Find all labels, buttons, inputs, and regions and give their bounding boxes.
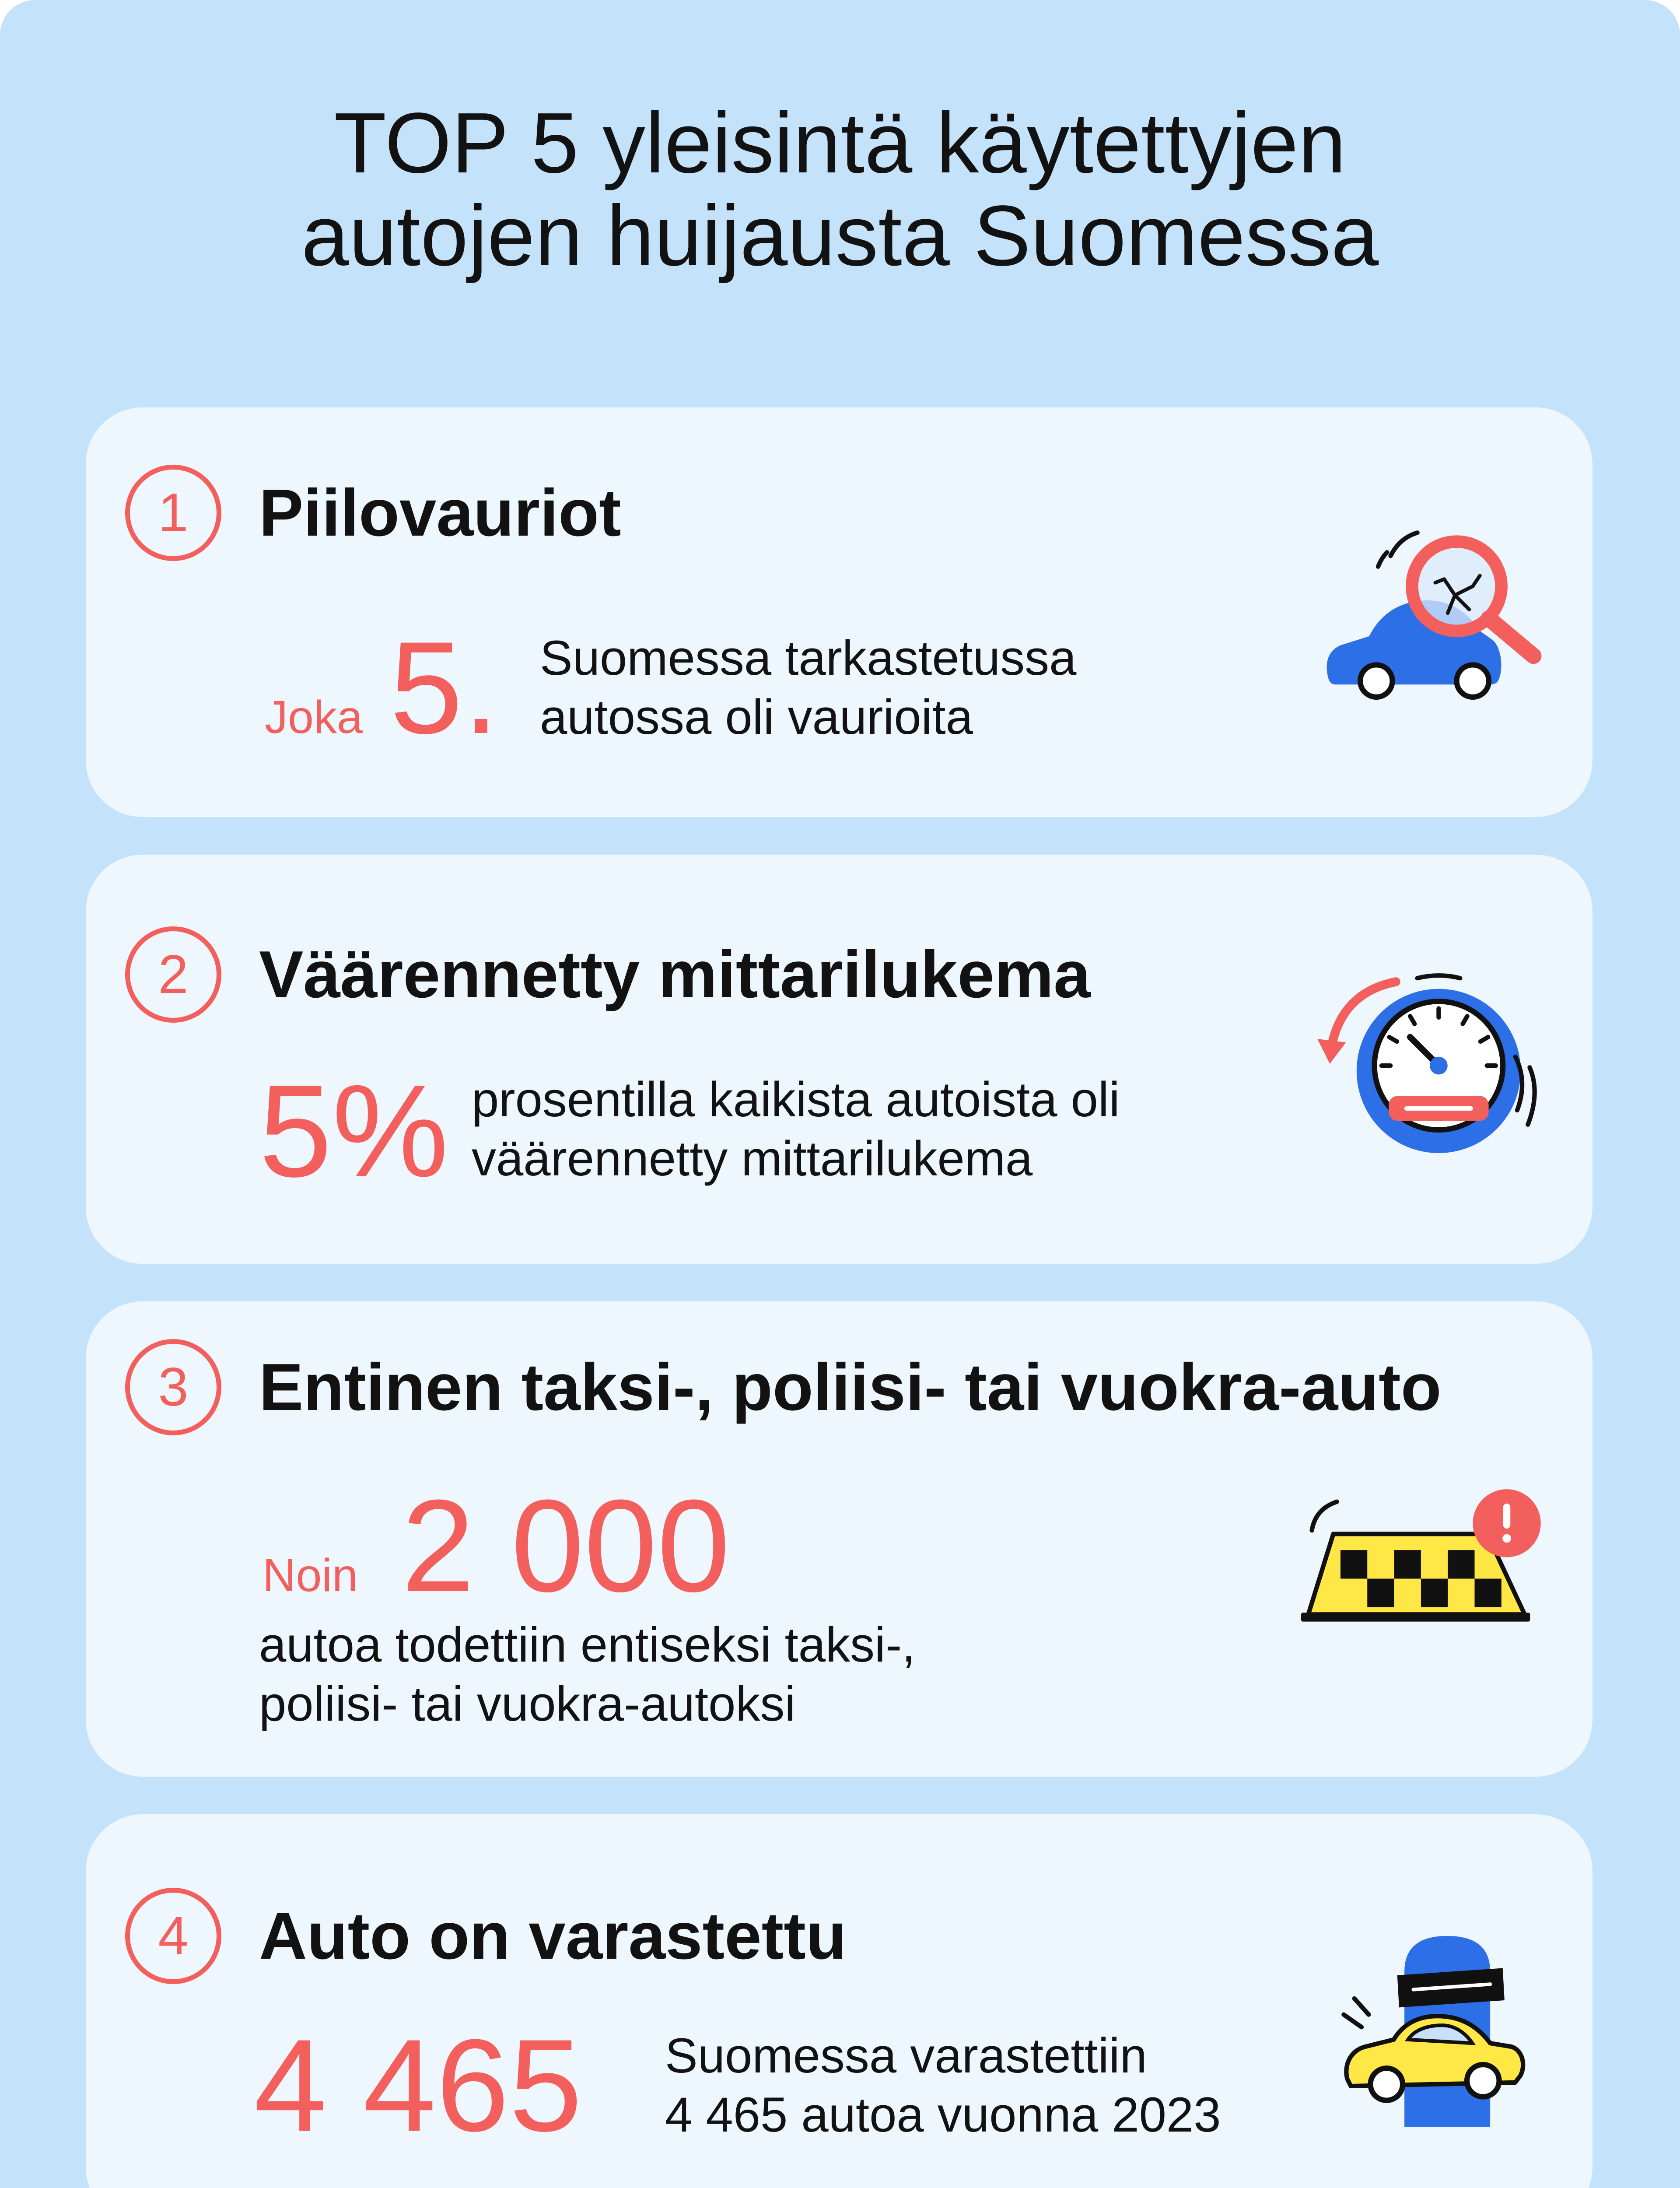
description-line: autossa oli vaurioita bbox=[540, 690, 973, 744]
page-title-line-2: autojen huijausta Suomessa bbox=[301, 188, 1379, 284]
fraud-card-hidden-damage bbox=[86, 407, 1592, 817]
stat-value: 5. bbox=[389, 614, 500, 761]
rank-badge: 2 bbox=[125, 926, 221, 1023]
rank-badge: 4 bbox=[125, 1888, 221, 1984]
page-title bbox=[0, 97, 1680, 282]
rank-badge: 3 bbox=[125, 1339, 221, 1435]
card-title: Piilovauriot bbox=[259, 476, 621, 550]
card-description bbox=[472, 1070, 1120, 1188]
taxi-sign-icon bbox=[1301, 1487, 1546, 1627]
page-title-line-1: TOP 5 yleisintä käytettyjen bbox=[334, 95, 1346, 191]
key-stat bbox=[259, 1057, 449, 1204]
speedometer-icon bbox=[1313, 971, 1546, 1153]
fraud-card-odometer bbox=[86, 855, 1592, 1264]
key-stat bbox=[265, 614, 500, 783]
stat-prefix: Noin bbox=[262, 1550, 358, 1601]
description-line: 4 465 autoa vuonna 2023 bbox=[665, 2087, 1221, 2142]
fraud-card-stolen bbox=[86, 1814, 1592, 2188]
description-line: väärennetty mittarilukema bbox=[472, 1131, 1033, 1186]
card-description bbox=[665, 2026, 1221, 2144]
stat-value: 4 465 bbox=[254, 2012, 582, 2159]
description-line: autoa todettiin entiseksi taksi-, bbox=[259, 1617, 916, 1672]
card-title: Auto on varastettu bbox=[259, 1899, 847, 1973]
card-title: Entinen taksi-, poliisi- tai vuokra-auto bbox=[259, 1350, 1442, 1424]
car-magnifier-icon bbox=[1323, 527, 1546, 701]
description-line: Suomessa tarkastetussa bbox=[540, 631, 1077, 685]
card-description bbox=[540, 628, 1076, 747]
stat-value: 5% bbox=[259, 1057, 449, 1204]
rank-badge: 1 bbox=[125, 465, 221, 561]
card-description bbox=[259, 1615, 915, 1733]
card-title: Väärennetty mittarilukema bbox=[259, 937, 1091, 1012]
fraud-card-former-taxi bbox=[86, 1301, 1592, 1777]
description-line: poliisi- tai vuokra-autoksi bbox=[259, 1676, 796, 1731]
stat-value: 2 000 bbox=[402, 1472, 730, 1619]
description-line: Suomessa varastettiin bbox=[665, 2028, 1147, 2083]
key-stat bbox=[254, 2012, 582, 2159]
description-line: prosentilla kaikista autoista oli bbox=[472, 1072, 1120, 1127]
stat-prefix: Joka bbox=[265, 691, 363, 743]
car-thief-icon bbox=[1340, 1936, 1528, 2127]
